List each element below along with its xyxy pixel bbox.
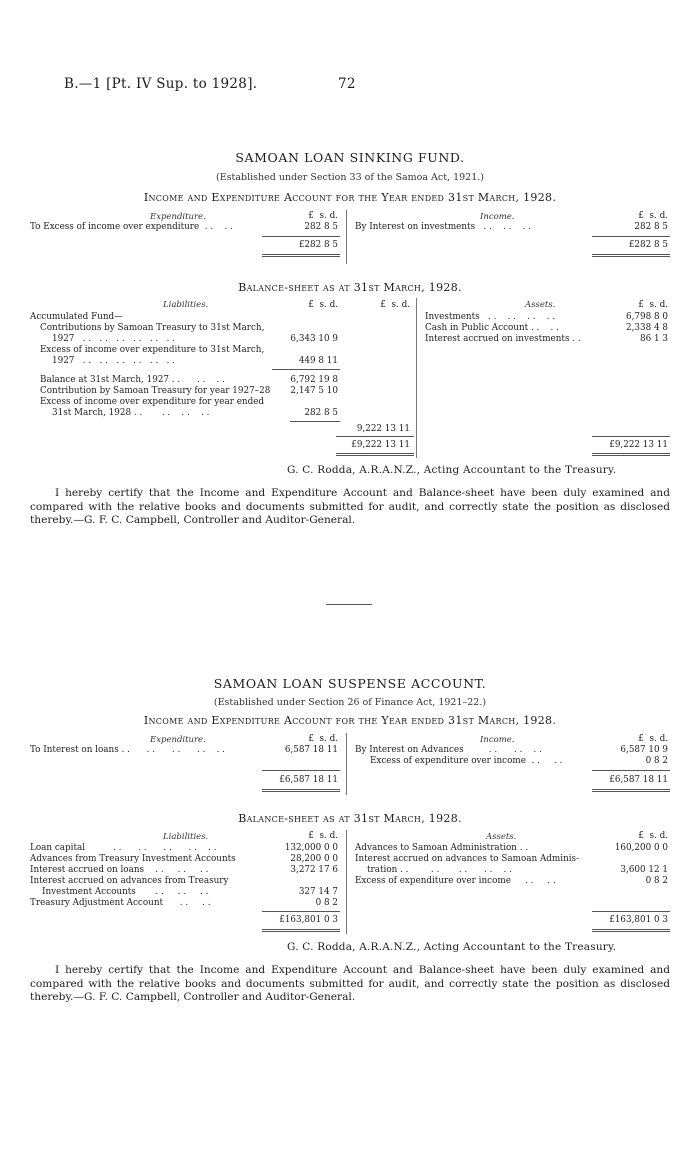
suspense-exp-currency: £ s. d. <box>308 734 338 744</box>
fund-asset-val-2: 86 1 3 <box>640 334 668 344</box>
fund-liab-line-3: Excess of income over expenditure to 31st March, <box>40 345 265 355</box>
page-reference: B.—1 [Pt. IV Sup. to 1928]. <box>64 76 258 92</box>
fund-assets-label: Assets. <box>525 300 556 310</box>
fund-liab-currency: £ s. d. <box>308 300 338 310</box>
fund-subtitle: (Established under Section 33 of the Samoa Act, 1921.) <box>215 172 484 183</box>
fund-liab-line-4: 1927 . . . . . . . . . . . . <box>52 356 176 366</box>
fund-exp-line: To Excess of income over expenditure . . . . <box>30 222 233 232</box>
suspense-inc-label: Income. <box>480 735 515 745</box>
suspense-liab-line-0: Loan capital . . . . . . . . . . <box>30 843 217 853</box>
fund-inc-currency: £ s. d. <box>638 211 668 221</box>
suspense-bs-heading-text: Balance-sheet as at 31st March, 1928. <box>238 812 462 825</box>
suspense-asset-val-1: 3,600 12 1 <box>620 865 668 875</box>
suspense-ie-heading <box>0 714 700 727</box>
fund-liab-line-5: Balance at 31st March, 1927 . . . . . . <box>40 375 225 385</box>
fund-inc-total: £282 8 5 <box>628 240 668 250</box>
fund-assets-currency: £ s. d. <box>638 300 668 310</box>
suspense-liab-line-1: Advances from Treasury Investment Accounts <box>30 854 236 864</box>
fund-ie-heading-text: Income and Expenditure Account for the Year ended 31st March, 1928. <box>143 191 557 204</box>
suspense-asset-val-0: 160,200 0 0 <box>614 843 668 853</box>
fund-inc-line: By Interest on investments . . . . . . <box>355 222 532 232</box>
suspense-bs-heading <box>0 812 700 825</box>
suspense-asset-line-3: Excess of expenditure over income . . . . <box>355 876 556 886</box>
fund-liab-currency-2: £ s. d. <box>380 300 410 310</box>
suspense-liab-line-4: Investment Accounts . . . . . . <box>42 887 209 897</box>
suspense-exp-value: 6,587 18 11 <box>284 745 338 755</box>
suspense-liab-val-0: 132,000 0 0 <box>284 843 338 853</box>
fund-certification: I hereby certify that the Income and Expenditure Account and Balance-sheet have been duly examined and compared with the relative books and documents submitted for audit, and correctly state the position as disclosed thereby.—G. F. C. Campbell, Controller and Auditor-General. <box>30 487 670 526</box>
suspense-inc-total: £6,587 18 11 <box>609 775 668 785</box>
fund-liab-line-6: Contribution by Samoan Treasury for year 1927–28 <box>40 386 271 396</box>
suspense-liab-line-3: Interest accrued on advances from Treasury <box>30 876 229 886</box>
section-divider <box>326 604 372 605</box>
suspense-inc-val-0: 6,587 10 9 <box>620 745 668 755</box>
suspense-liab-val-2: 3,272 17 6 <box>290 865 338 875</box>
fund-liab-label: Liabilities. <box>163 300 209 310</box>
fund-signature: G. C. Rodda, A.R.A.N.Z., Acting Accountant to the Treasury. <box>287 464 617 476</box>
page-number: 72 <box>338 76 356 92</box>
suspense-liab-line-5: Treasury Adjustment Account . . . . <box>30 898 211 908</box>
suspense-exp-line: To Interest on loans . . . . . . . . . . <box>30 745 225 755</box>
fund-inc-label: Income. <box>480 212 515 222</box>
fund-liab-total: £9,222 13 11 <box>351 440 410 450</box>
suspense-asset-val-2: 0 8 2 <box>645 876 668 886</box>
suspense-certification: I hereby certify that the Income and Expenditure Account and Balance-sheet have been duly examined and compared with the relative books and documents submitted for audit, and correctly state the position as disclosed thereby.—G. F. C. Campbell, Controller and Auditor-General. <box>30 964 670 1003</box>
fund-exp-currency: £ s. d. <box>308 211 338 221</box>
fund-liab-line-2: 1927 . . . . . . . . . . . . <box>52 334 176 344</box>
fund-liab-line-7: Excess of income over expenditure for year ended <box>40 397 265 407</box>
fund-asset-line-0: Investments . . . . . . . . <box>425 312 556 322</box>
suspense-inc-currency: £ s. d. <box>638 734 668 744</box>
suspense-exp-total: £6,587 18 11 <box>279 775 338 785</box>
suspense-assets-currency: £ s. d. <box>638 831 668 841</box>
suspense-ie-heading-text: Income and Expenditure Account for the Year ended 31st March, 1928. <box>143 714 557 727</box>
fund-liab-val-1: 449 8 11 <box>298 356 338 366</box>
suspense-signature: G. C. Rodda, A.R.A.N.Z., Acting Accountant to the Treasury. <box>287 941 617 953</box>
fund-asset-line-2: Interest accrued on investments . . <box>425 334 581 344</box>
suspense-liab-label: Liabilities. <box>163 832 209 842</box>
fund-liab-subtotal: 9,222 13 11 <box>356 424 410 434</box>
fund-liab-line-1: Contributions by Samoan Treasury to 31st March, <box>40 323 265 333</box>
suspense-asset-line-0: Advances to Samoan Administration . . <box>355 843 529 853</box>
suspense-inc-val-1: 0 8 2 <box>645 756 668 766</box>
suspense-asset-line-2: tration . . . . . . . . . . <box>367 865 512 875</box>
suspense-liab-val-3: 327 14 7 <box>298 887 338 897</box>
suspense-exp-label: Expenditure. <box>150 735 206 745</box>
fund-liab-val-0: 6,343 10 9 <box>290 334 338 344</box>
fund-inc-value: 282 8 5 <box>634 222 668 232</box>
fund-bs-heading-text: Balance-sheet as at 31st March, 1928. <box>238 281 462 294</box>
fund-ie-heading <box>0 191 700 204</box>
suspense-title: SAMOAN LOAN SUSPENSE ACCOUNT. <box>213 676 487 691</box>
fund-bs-heading <box>0 281 700 294</box>
fund-asset-val-1: 2,338 4 8 <box>626 323 668 333</box>
suspense-liab-line-2: Interest accrued on loans . . . . . . <box>30 865 209 875</box>
suspense-assets-label: Assets. <box>486 832 517 842</box>
fund-liab-val-3: 2,147 5 10 <box>290 386 338 396</box>
fund-exp-total: £282 8 5 <box>298 240 338 250</box>
suspense-inc-line-0: By Interest on Advances . . . . . . <box>355 745 542 755</box>
suspense-asset-line-1: Interest accrued on advances to Samoan Adminis- <box>355 854 580 864</box>
suspense-subtitle: (Established under Section 26 of Finance Act, 1921–22.) <box>213 697 487 708</box>
suspense-liab-currency: £ s. d. <box>308 831 338 841</box>
suspense-inc-line-1: Excess of expenditure over income . . . . <box>370 756 563 766</box>
suspense-asset-total: £163,801 0 3 <box>609 915 668 925</box>
suspense-liab-val-1: 28,200 0 0 <box>290 854 338 864</box>
fund-liab-val-2: 6,792 19 8 <box>290 375 338 385</box>
fund-liab-line-8: 31st March, 1928 . . . . . . . . <box>52 408 210 418</box>
fund-asset-line-1: Cash in Public Account . . . . <box>425 323 559 333</box>
fund-asset-val-0: 6,798 8 0 <box>626 312 668 322</box>
fund-exp-label: Expenditure. <box>150 212 206 222</box>
fund-liab-val-4: 282 8 5 <box>304 408 338 418</box>
fund-exp-value: 282 8 5 <box>304 222 338 232</box>
suspense-liab-total: £163,801 0 3 <box>279 915 338 925</box>
fund-liab-line-0: Accumulated Fund— <box>30 312 123 322</box>
fund-title: SAMOAN LOAN SINKING FUND. <box>235 150 465 165</box>
fund-asset-total: £9,222 13 11 <box>609 440 668 450</box>
suspense-liab-val-4: 0 8 2 <box>315 898 338 908</box>
